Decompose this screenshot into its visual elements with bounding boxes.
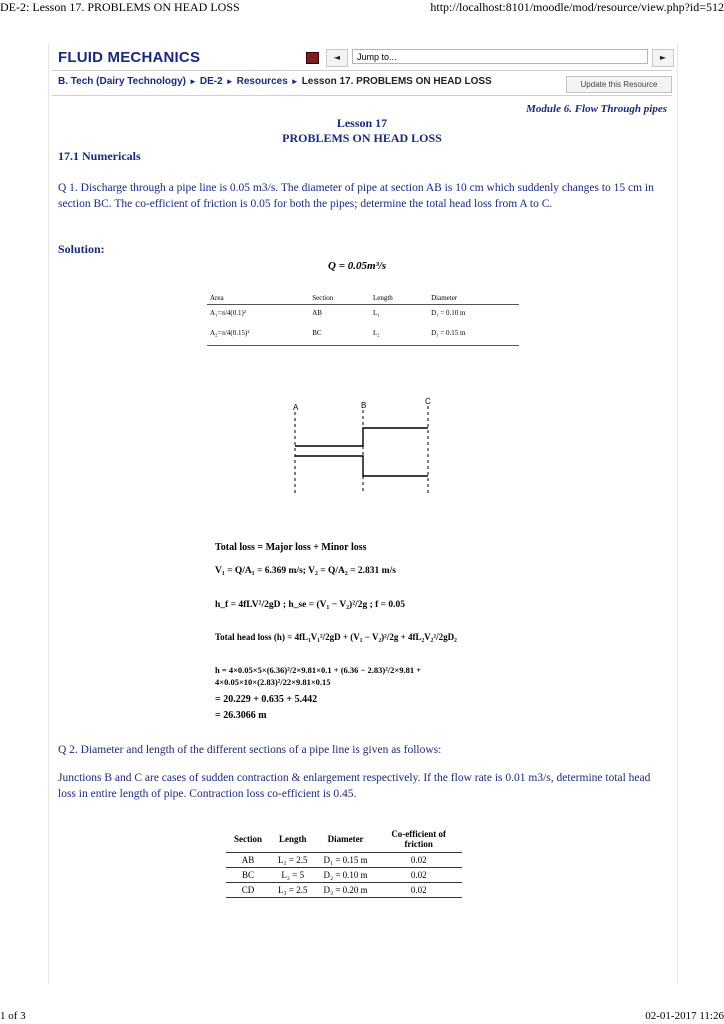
table2-header: Co-efficient of friction <box>391 829 447 849</box>
print-url: http://localhost:8101/moodle/mod/resource/view.php?id=512 <box>430 0 724 14</box>
table-cell: 0.02 <box>376 883 462 898</box>
breadcrumb-separator-icon: ► <box>225 77 234 86</box>
print-title: DE-2: Lesson 17. PROBLEMS ON HEAD LOSS <box>0 0 240 14</box>
table-cell: AB <box>312 309 322 317</box>
breadcrumb-current: Lesson 17. PROBLEMS ON HEAD LOSS <box>301 76 492 87</box>
question-2: Q 2. Diameter and length of the different sections of a pipe line is given as follows: <box>58 744 442 756</box>
breadcrumb-de2[interactable]: DE-2 <box>199 76 223 87</box>
table1-header: Section <box>309 292 370 305</box>
equation-line: = 20.229 + 0.635 + 5.442 <box>215 694 318 705</box>
header-divider <box>52 70 672 71</box>
table-cell: L₃ = 2.5 <box>270 883 315 898</box>
equation-line: h_f = 4fLV²/2gD ; h_se = (V₁ − V₂)²/2g ; f = 0.05 <box>215 600 406 610</box>
table1-header: Length <box>370 292 428 305</box>
table-row <box>226 868 462 883</box>
next-button[interactable]: ► <box>652 49 674 67</box>
prev-button[interactable]: ◄ <box>326 49 348 67</box>
jump-to-select[interactable]: Jump to... <box>352 49 648 64</box>
diagram-label-b: B <box>361 401 367 410</box>
breadcrumb-separator-icon: ► <box>188 77 197 86</box>
table2-header: Section <box>234 834 262 844</box>
table2-header: Diameter <box>327 834 364 844</box>
table-cell: D₁ = 0.15 m <box>428 325 519 346</box>
diagram-label-c: C <box>425 398 431 406</box>
breadcrumb <box>58 76 492 87</box>
table-cell: L₂ = 5 <box>270 868 315 883</box>
data-table-1 <box>207 292 519 346</box>
equation-line: Total head loss (h) = 4fL₁V₁²/2gD + (V₁ − V₂)²/2g + 4fL₂V₂²/2gD₂ <box>215 632 457 642</box>
equation-line: = 26.3066 m <box>215 710 267 721</box>
equation-line: V₁ = Q/A₁ = 6.369 m/s; V₂ = Q/A₂ = 2.831 m/s <box>215 566 396 576</box>
table-row <box>207 325 519 346</box>
table-cell: D₂ = 0.10 m <box>315 868 375 883</box>
lesson-number: Lesson 17 <box>336 116 388 130</box>
breadcrumb-resources[interactable]: Resources <box>236 76 288 87</box>
table-cell: BC <box>309 325 370 346</box>
breadcrumb-divider <box>52 95 672 96</box>
table-cell: D₃ = 0.20 m <box>315 883 375 898</box>
table-cell: D₁ = 0.15 m <box>315 853 375 868</box>
diagram-label-a: A <box>293 403 299 412</box>
question-2-details: Junctions B and C are cases of sudden contraction & enlargement respectively. If the flow rate is 0.01 m3/s, determine total head loss in entire length of pipe. Contraction loss co-efficient is 0.45. <box>58 772 651 800</box>
breadcrumb-course[interactable]: B. Tech (Dairy Technology) <box>58 76 186 87</box>
table-cell: L₂ <box>370 325 428 346</box>
table-cell: 0.02 <box>376 868 462 883</box>
breadcrumb-separator-icon: ► <box>290 77 299 86</box>
table-cell: 0.02 <box>376 853 462 868</box>
question-1: Q 1. Discharge through a pipe line is 0.05 m3/s. The diameter of pipe at section AB is 10 cm which suddenly changes to 15 cm in section BC. The co-efficient of friction is 0.05 for both the pipes; determine the total head loss from A to C. <box>58 182 654 210</box>
solution-label: Solution: <box>58 242 105 256</box>
table-cell: BC <box>226 868 270 883</box>
table-row <box>226 883 462 898</box>
lesson-title: PROBLEMS ON HEAD LOSS <box>282 131 442 145</box>
update-resource-button[interactable]: Update this Resource <box>566 76 672 93</box>
data-table-2 <box>226 826 462 898</box>
table-cell: D₁ = 0.10 m <box>431 309 466 317</box>
section-heading: 17.1 Numericals <box>58 149 141 163</box>
table2-header: Length <box>278 834 307 844</box>
table-cell: AB <box>226 853 270 868</box>
table-row <box>226 853 462 868</box>
pipe-diagram <box>280 398 440 498</box>
page-number: 1 of 3 <box>0 1010 26 1022</box>
equation-line: Total loss = Major loss + Minor loss <box>215 542 367 553</box>
module-label: Module 6. Flow Through pipes <box>526 103 667 115</box>
bookmark-icon[interactable] <box>306 52 319 64</box>
table-cell: L₁ = 2.5 <box>270 853 315 868</box>
table-row <box>207 305 519 326</box>
table-cell: A₁=π/4(0.1)² <box>210 309 246 317</box>
table-cell: CD <box>226 883 270 898</box>
print-datetime: 02-01-2017 11:26 <box>645 1010 724 1022</box>
table1-header: Area <box>207 292 309 305</box>
table-cell: L₁ <box>372 309 380 317</box>
discharge-equation: Q = 0.05m³/s <box>328 260 387 272</box>
table1-header: Diameter <box>428 292 519 305</box>
equation-line: h = 4×0.05×5×(6.36)²/2×9.81×0.1 + (6.36 − 2.83)²/2×9.81 + 4×0.05×10×(2.83)²/22×9.81×0.15 <box>215 665 422 687</box>
course-title[interactable]: FLUID MECHANICS <box>58 49 201 66</box>
table-cell: A₂=π/4(0.15)² <box>207 325 309 346</box>
